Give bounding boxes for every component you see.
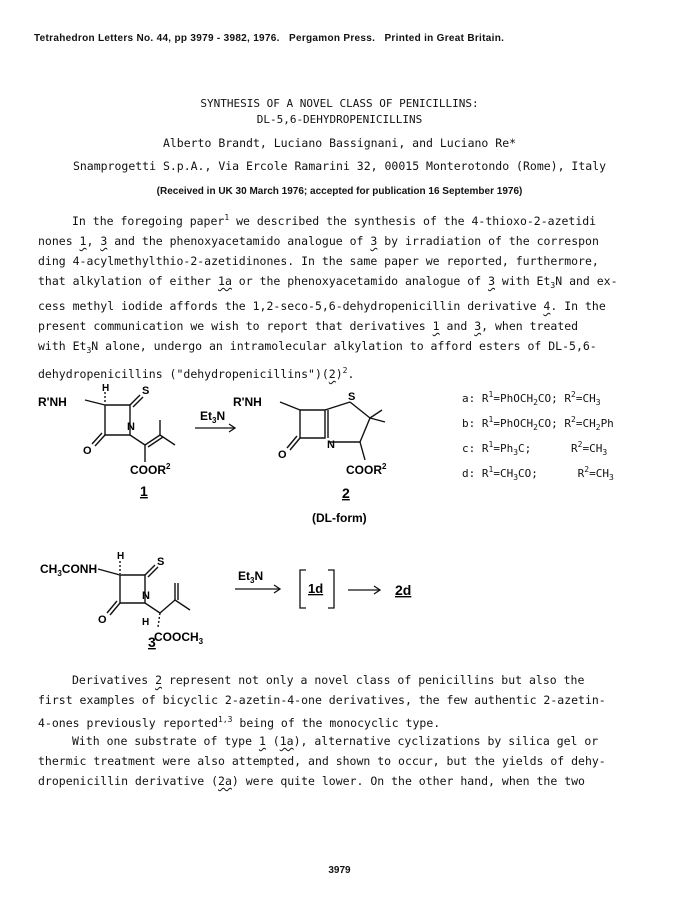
product-2d: 2d — [395, 582, 412, 598]
compound-label-3: 3 — [148, 634, 156, 650]
o-label-1: O — [83, 445, 92, 457]
substituent-row-d: d: $R^1=CH_3CO$; $R^2=CH_3$ — [462, 465, 614, 482]
h2-label-3: H — [142, 617, 150, 628]
coor-label-2: COOR$^2$ — [346, 462, 387, 477]
compound-label-1: 1 — [140, 483, 148, 499]
title-line-2: DL-5,6-DEHYDROPENICILLINS — [256, 113, 423, 126]
s-label-2: S — [348, 391, 356, 403]
affiliation: Snamprogetti S.p.A., Via Ercole Ramarini 32, 00015 Monterotondo (Rome), Italy — [72, 159, 607, 173]
publisher: Pergamon Press. — [288, 33, 376, 44]
page-number: 3979 — [328, 865, 351, 876]
reaction-arrow-3 — [348, 586, 380, 594]
r-nh-label-1: R'NH — [38, 395, 67, 409]
scheme-2 — [30, 545, 470, 655]
o-label-2: O — [278, 449, 287, 461]
scheme-1 — [30, 380, 450, 540]
compound-2-structure — [280, 402, 385, 460]
acyl-label: $CH_3CONH$ — [40, 562, 98, 578]
printed-in: Printed in Great Britain. — [384, 33, 505, 44]
h-label-1: H — [102, 383, 110, 394]
o-label-3: O — [98, 614, 107, 626]
substituent-row-a: a: $R^1=PhOCH_2CO$; $R^2=CH_3$ — [462, 390, 601, 407]
n-label-2: N — [327, 439, 335, 451]
coor-label-1: COOR$^2$ — [130, 462, 171, 477]
substituent-table — [462, 386, 614, 486]
reaction-arrow-1 — [195, 424, 235, 432]
h-label-3: H — [117, 551, 125, 562]
s-label-3: S — [157, 556, 165, 568]
reagent-label-2: $Et_3N$ — [238, 569, 264, 585]
r-nh-label-2: R'NH — [233, 395, 262, 409]
authors: Alberto Brandt, Luciano Bassignani, and Luciano Re* — [162, 136, 517, 150]
journal-citation: Tetrahedron Letters No. 44, pp 3979 - 3982, 1976. — [34, 33, 280, 44]
running-header — [34, 33, 504, 44]
cooch-label: $COOCH_3$ — [154, 630, 204, 646]
dl-form-label: (DL-form) — [312, 511, 367, 525]
n-label-1: N — [127, 421, 135, 433]
substituent-row-c: c: $R^1=Ph_3C$; $R^2=CH_3$ — [462, 440, 608, 457]
paragraph-2: Derivatives 2 represent not only a novel class of penicillins but also the first examples of bicyclic 2-azetin-4-one derivatives, the few authentic 2-azetin- 4-ones previously reported$^{1,3}$ being of the monocyclic type. — [38, 673, 606, 730]
received-line: (Received in UK 30 March 1976; accepted for publication 16 September 1976) — [156, 186, 523, 197]
compound-label-2: 2 — [342, 485, 350, 501]
substituent-row-b: b: $R^1=PhOCH_2CO$; $R^2=CH_2Ph$ — [462, 415, 614, 432]
reagent-label-1: $Et_3N$ — [200, 409, 226, 425]
n-label-3: N — [142, 590, 150, 602]
title-line-1: SYNTHESIS OF A NOVEL CLASS OF PENICILLINS: — [200, 97, 479, 110]
bracket-intermediate: 1d — [308, 581, 324, 596]
paragraph-3: With one substrate of type 1 (1a), alternative cyclizations by silica gel or thermic treatment were also attempted, and shown to occur, but the yields of dehy- dropenicillin derivative (2a) were quite lower. On the other hand, when the two — [38, 734, 606, 788]
s-label-1: S — [142, 385, 150, 397]
reaction-arrow-2 — [235, 585, 280, 593]
paragraph-1: In the foregoing paper$^1$ we described the synthesis of the 4-thioxo-2-azetidi nones 1, 3 and the phenoxyacetamido analogue of 3 by irradiation of the correspon ding 4-acylmethylthio-2-azetidinones. In the same paper we reported, furthermore, that alkylation of either 1a or the phenoxyacetamido analogue of 3 with $Et_3N$ and ex- cess methyl iodide affords the 1,2-seco-5,6-dehydropenicillin derivative 4. In the present communication we wish to report that derivatives 1 and 3, when treated with $Et_3N$ alone, undergo an intramolecular alkylation to afford esters of DL-5,6- dehydropenicillins $("dehydropenicillins")(2)^2$. — [38, 213, 618, 381]
